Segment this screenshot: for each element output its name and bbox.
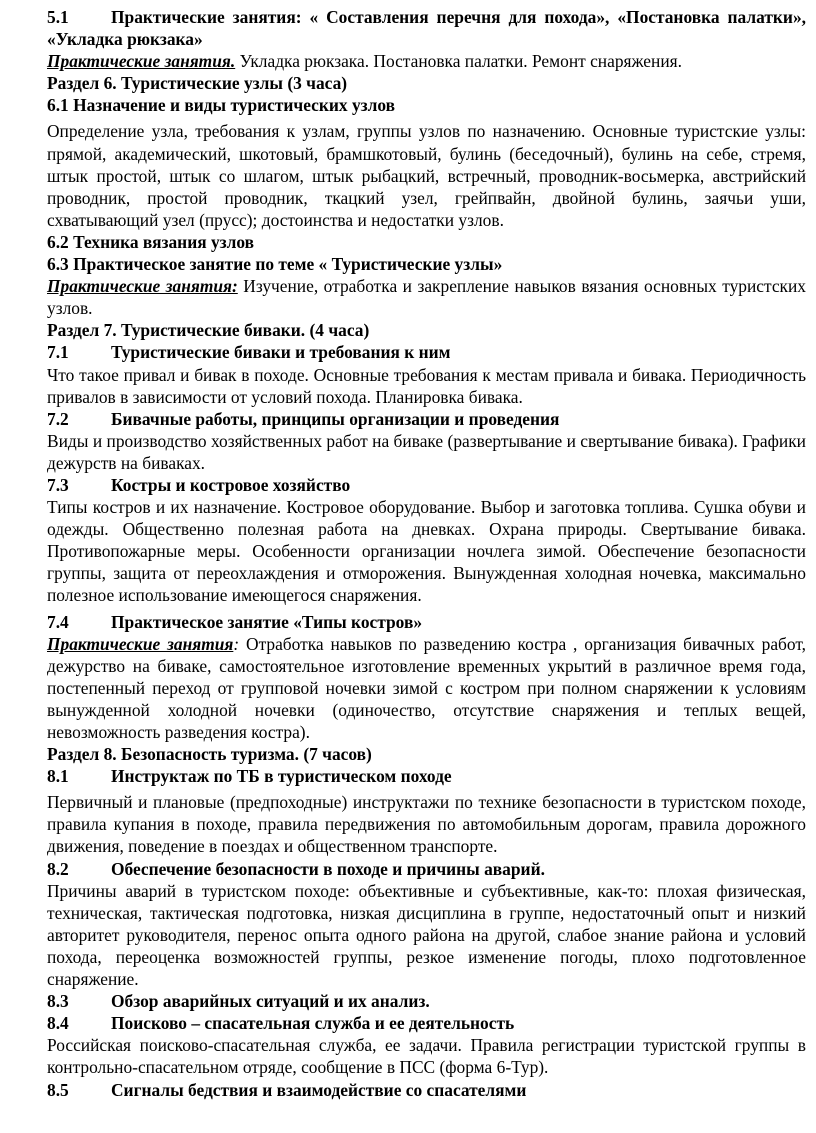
heading-7-1: 7.1 Туристические биваки и требования к ним <box>47 342 451 363</box>
paragraph-8-1: Первичный и плановые (предпоходные) инструктажи по технике безопасности в туристском походе, правила купания в походе, правила передвижения по автомобильным дорогам, правила дорожного движения, поведение в поездах и общественном транспорте. <box>47 792 806 857</box>
heading-6-2: 6.2 Техника вязания узлов <box>47 231 255 252</box>
paragraph-8-4: Российская поисково-спасательная служба, ее задачи. Правила регистрации туристской группы в контрольно-спасательном отряде, сообщение в ПСС (форма 6-Тур). <box>47 1035 806 1078</box>
document-page <box>47 6 806 1101</box>
heading-5-1: 5.1 Практические занятия: « Составления перечня для похода», «Постановка палатки», «Укладка рюкзака» <box>47 7 806 50</box>
heading-8-1: 8.1 Инструктаж по ТБ в туристическом походе <box>47 766 452 787</box>
practice-paragraph-5-1: Практические занятия. Укладка рюкзака. Постановка палатки. Ремонт снаряжения. <box>47 51 682 72</box>
section-heading-8: Раздел 8. Безопасность туризма. (7 часов) <box>47 744 372 765</box>
paragraph-7-1: Что такое привал и бивак в походе. Основные требования к местам привала и бивака. Периодичность привалов в зависимости от условий похода. Планировка бивака. <box>47 364 806 407</box>
heading-6-3: 6.3 Практическое занятие по теме « Туристические узлы» <box>47 254 503 275</box>
heading-8-3: 8.3 Обзор аварийных ситуаций и их анализ. <box>47 991 430 1012</box>
heading-8-4: 8.4 Поисково – спасательная служба и ее деятельность <box>47 1013 515 1034</box>
paragraph-knots: Определение узла, требования к узлам, группы узлов по назначению. Основные туристские узлы: прямой, академический, шкотовый, брамшкотовый, булинь (беседочный), булинь на себе, стремя, штык простой, штык со шлагом, штык рыбацкий, встречный, проводник-восьмерка, австрийский проводник, простой проводник, ткацкий узел, грейпвайн, двойной булинь, заячьи уши, схватывающий узел (прусс); достоинства и недостатки узлов. <box>47 121 806 230</box>
heading-8-5: 8.5 Сигналы бедствия и взаимодействие со спасателями <box>47 1079 527 1100</box>
paragraph-7-2: Виды и производство хозяйственных работ на биваке (развертывание и свертывание бивака). Графики дежурств на биваках. <box>47 430 806 473</box>
heading-6-1: 6.1 Назначение и виды туристических узлов <box>47 95 396 116</box>
heading-7-4: 7.4 Практическое занятие «Типы костров» <box>47 611 423 632</box>
heading-7-2: 7.2 Бивачные работы, принципы организации и проведения <box>47 408 560 429</box>
section-heading-6: Раздел 6. Туристические узлы (3 часа) <box>47 73 348 94</box>
heading-7-3: 7.3 Костры и костровое хозяйство <box>47 474 351 495</box>
practice-paragraph-6-3: Практические занятия: Изучение, отработка и закрепление навыков вязания основных туристских узлов. <box>47 276 806 319</box>
heading-8-2: 8.2 Обеспечение безопасности в походе и причины аварий. <box>47 858 545 879</box>
paragraph-8-2: Причины аварий в туристском походе: объективные и субъективные, как-то: плохая физическая, техническая, тактическая подготовка, низкая дисциплина в группе, недостаточный опыт и низкий авторитет руководителя, перенос опыта одного района на другой, слабое знание района и условий похода, переоценка возможностей группы, резкое изменение погоды, плохо подготовленное снаряжение. <box>47 880 806 990</box>
practice-paragraph-7-4: Практические занятия: Отработка навыков по разведению костра , организация бивачных работ, дежурство на биваке, самостоятельное изготовление временных укрытий в различное время года, постепенный переход от групповой ночевки зимой с костром при полном снаряжении к условиям вынужденной холодной ночевки (одиночество, отсутствие снаряжения и теплых вещей, невозможность разведения костра). <box>47 633 806 742</box>
paragraph-7-3: Типы костров и их назначение. Костровое оборудование. Выбор и заготовка топлива. Сушка обуви и одежды. Общественно полезная работа на дневках. Охрана природы. Свертывание бивака. Противопожарные меры. Особенности организации ночлега зимой. Обеспечение безопасности группы, защита от переохлаждения и отморожения. Вынужденная холодная ночевка, максимально полезное использование имеющегося снаряжения. <box>47 497 806 606</box>
section-heading-7: Раздел 7. Туристические биваки. (4 часа) <box>47 320 370 341</box>
